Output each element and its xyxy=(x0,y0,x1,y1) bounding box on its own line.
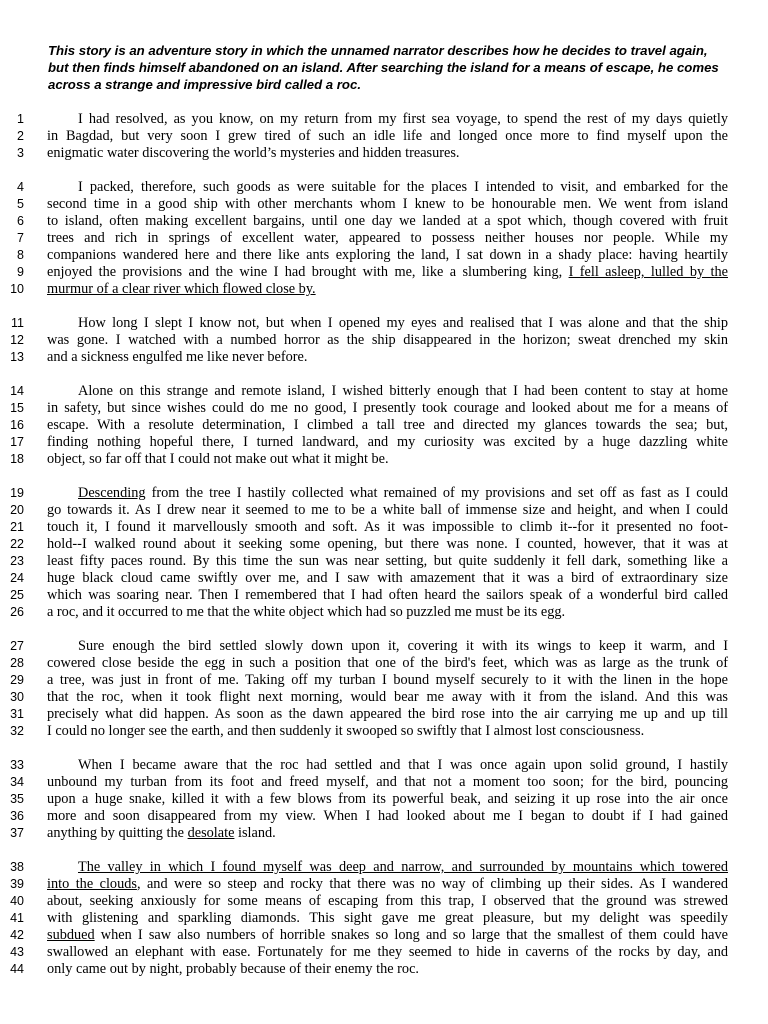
line-text xyxy=(78,638,728,655)
text-segment: cowered close beside the egg in such a position that one of the bird's feet, which was as large as the trunk of xyxy=(47,655,728,671)
line-text xyxy=(78,859,728,876)
text-segment: in safety, but since wishes could do me no good, I presently took courage and looked about me for a means of xyxy=(47,400,728,416)
line-number: 35 xyxy=(10,792,24,806)
line-text xyxy=(78,485,728,502)
line-number: 41 xyxy=(10,911,24,925)
line-text xyxy=(78,111,728,128)
text-segment: about, seeking anxiously for some means of escaping from this trap, I observed that the ground was strewed xyxy=(47,893,728,909)
text-segment: was gone. I watched with a numbed horror as the ship disappeared in the horizon; sweat drenched my skin xyxy=(47,332,728,348)
line-number: 19 xyxy=(10,486,24,500)
text-segment: that the roc, when it took flight next morning, would bear me away with it from the island. And this was xyxy=(47,689,728,705)
story-line xyxy=(0,808,728,825)
line-text xyxy=(47,587,728,604)
text-segment: with glistening and sparkling diamonds. This sight gave me great pleasure, but my delight was speedily xyxy=(47,910,728,926)
underlined-text: subdued xyxy=(47,927,95,943)
underlined-text: The valley in which I found myself was deep and narrow, and surrounded by mountains which towered xyxy=(78,859,728,875)
line-text xyxy=(47,655,728,672)
line-text xyxy=(47,417,728,434)
text-segment: escape. With a resolute determination, I climbed a tall tree and directed my glances towards the sea; but, xyxy=(47,417,728,433)
line-number: 13 xyxy=(10,350,24,364)
line-text xyxy=(47,332,728,349)
line-text xyxy=(78,315,728,332)
line-text xyxy=(47,519,728,536)
line-number: 32 xyxy=(10,724,24,738)
line-text xyxy=(47,536,728,553)
line-text xyxy=(47,774,728,791)
text-segment: which was soaring near. Then I remembered that I had often heard the sailors speak of a wonderful bird called xyxy=(47,587,728,603)
text-segment: least fifty paces round. By this time the sun was near setting, but quite suddenly it fell dark, something like a xyxy=(47,553,728,569)
line-text xyxy=(47,876,728,893)
line-text xyxy=(47,247,728,264)
line-text xyxy=(47,706,728,723)
story-line xyxy=(0,553,728,570)
story-line xyxy=(0,655,728,672)
text-segment: I packed, therefore, such goods as were suitable for the places I intended to visit, and embarked for the xyxy=(78,179,728,195)
text-segment: enjoyed the provisions and the wine I had brought with me, like a slumbering king, xyxy=(47,264,569,280)
story-line xyxy=(0,638,728,655)
line-text xyxy=(78,383,728,400)
story-line xyxy=(0,179,728,196)
story-line xyxy=(0,213,728,230)
text-segment: precisely what did happen. As soon as the dawn appeared the bird rose into the air carrying me up and up till xyxy=(47,706,728,722)
story-line xyxy=(0,825,728,842)
intro-paragraph: This story is an adventure story in which the unnamed narrator describes how he decides to travel again, but then finds himself abandoned on an island. After searching the island for a means of escape, he comes across a strange and impressive bird called a roc. xyxy=(48,43,719,92)
text-segment: in Bagdad, but very soon I grew tired of such an idle life and longed once more to find myself upon the xyxy=(47,128,728,144)
line-number: 2 xyxy=(17,129,24,143)
line-number: 43 xyxy=(10,945,24,959)
text-segment: companions wandered here and there like ants exploring the land, I sat down in a shady place: having heartily xyxy=(47,247,728,263)
line-number: 23 xyxy=(10,554,24,568)
line-number: 3 xyxy=(17,146,24,160)
story-line xyxy=(0,961,728,978)
line-number: 28 xyxy=(10,656,24,670)
story-line xyxy=(0,434,728,451)
story-line xyxy=(0,485,728,502)
story-line xyxy=(0,791,728,808)
text-segment: swallowed an elephant with ease. Fortunately for me they seemed to hide in caverns of the rocks by day, and xyxy=(47,944,728,960)
story-line xyxy=(0,774,728,791)
text-segment: hold--I walked round about it seeking some opening, but there was none. I counted, however, that it was at xyxy=(47,536,728,552)
line-number: 29 xyxy=(10,673,24,687)
line-number: 20 xyxy=(10,503,24,517)
text-segment: when I saw also numbers of horrible snakes so long and so large that the smallest of them could have xyxy=(94,927,728,943)
story-line xyxy=(0,876,728,893)
line-text xyxy=(47,128,728,145)
story-line xyxy=(0,281,728,298)
text-segment: Sure enough the bird settled slowly down upon it, covering it with its wings to keep it warm, and I xyxy=(78,638,728,654)
text-segment: more and soon disappeared from my view. When I had looked about me I began to doubt if I had gained xyxy=(47,808,728,824)
line-number: 11 xyxy=(11,316,24,330)
underlined-text: desolate xyxy=(187,825,235,841)
line-number: 26 xyxy=(10,605,24,619)
line-number: 24 xyxy=(10,571,24,585)
line-number: 34 xyxy=(10,775,24,789)
line-text xyxy=(78,179,728,196)
text-segment: a roc, and it occurred to me that the white object which had so puzzled me must be its egg. xyxy=(47,604,566,620)
line-text xyxy=(47,213,728,230)
line-text xyxy=(47,927,728,944)
story-line xyxy=(0,519,728,536)
text-segment: trees and rich in springs of excellent water, appeared to possess neither houses nor people. While my xyxy=(47,230,728,246)
line-number: 10 xyxy=(10,282,24,296)
text-segment: Alone on this strange and remote island, I wished bitterly enough that I had been content to stay at home xyxy=(78,383,728,399)
line-text xyxy=(78,757,728,774)
text-segment: second time in a good ship with other merchants whom I knew to be honourable men. We went from island xyxy=(47,196,728,212)
line-number: 38 xyxy=(10,860,24,874)
line-number: 4 xyxy=(17,180,24,194)
line-number: 39 xyxy=(10,877,24,891)
text-segment: go towards it. As I drew near it seemed to me to be a white ball of immense size and height, and when I could xyxy=(47,502,728,518)
line-text xyxy=(47,910,728,927)
story-line xyxy=(0,145,728,162)
story-line xyxy=(0,706,728,723)
text-segment: , and were so steep and rocky that there was no way of climbing up their sides. As I wandered xyxy=(136,876,728,892)
text-segment: When I became aware that the roc had settled and that I was once again upon solid ground, I hastily xyxy=(78,757,728,773)
text-segment: and a sickness engulfed me like never before. xyxy=(47,349,308,365)
line-text xyxy=(47,570,728,587)
line-text xyxy=(47,400,728,417)
line-text xyxy=(47,502,728,519)
line-text xyxy=(47,451,728,468)
line-number: 33 xyxy=(10,758,24,772)
line-text xyxy=(47,791,728,808)
story-line xyxy=(0,570,728,587)
story-line xyxy=(0,536,728,553)
underlined-text: Descending xyxy=(78,485,146,501)
line-text xyxy=(47,230,728,247)
line-number: 22 xyxy=(10,537,24,551)
text-segment: object, so far off that I could not make out what it might be. xyxy=(47,451,389,467)
text-segment: enigmatic water discovering the world’s mysteries and hidden treasures. xyxy=(47,145,460,161)
line-number: 30 xyxy=(10,690,24,704)
line-number: 5 xyxy=(17,197,24,211)
story-line xyxy=(0,893,728,910)
line-number: 18 xyxy=(10,452,24,466)
line-text xyxy=(47,825,728,842)
line-number: 7 xyxy=(17,231,24,245)
story-line xyxy=(0,196,728,213)
line-number: 12 xyxy=(10,333,24,347)
story-line xyxy=(0,604,728,621)
story-line xyxy=(0,247,728,264)
underlined-text: into the clouds xyxy=(47,876,137,892)
text-segment: only came out by night, probably because of their enemy the roc. xyxy=(47,961,419,977)
story-line xyxy=(0,944,728,961)
story-line xyxy=(0,349,728,366)
line-text xyxy=(47,145,728,162)
story-line xyxy=(0,910,728,927)
line-number: 15 xyxy=(10,401,24,415)
story-line xyxy=(0,264,728,281)
line-number: 8 xyxy=(17,248,24,262)
line-number: 27 xyxy=(10,639,24,653)
story-line xyxy=(0,383,728,400)
text-segment: finding nothing hopeful there, I turned landward, and my curiosity was excited by a huge dazzling white xyxy=(47,434,728,450)
text-segment: I could no longer see the earth, and then suddenly it swooped so swiftly that I almost lost consciousness. xyxy=(47,723,645,739)
text-segment: touch it, I found it marvellously smooth and soft. As it was impossible to climb it--for it presented no foot- xyxy=(47,519,728,535)
line-number: 42 xyxy=(10,928,24,942)
story-line xyxy=(0,111,728,128)
story-line xyxy=(0,689,728,706)
story-line xyxy=(0,672,728,689)
line-text xyxy=(47,264,728,281)
text-segment: island. xyxy=(234,825,276,841)
line-text xyxy=(47,723,728,740)
line-text xyxy=(47,604,728,621)
text-segment: from the tree I hastily collected what remained of my provisions and set off as fast as I could xyxy=(145,485,728,501)
story-line xyxy=(0,400,728,417)
story-line xyxy=(0,451,728,468)
line-number: 44 xyxy=(10,962,24,976)
line-number: 9 xyxy=(17,265,24,279)
text-segment: huge black cloud came swiftly over me, and I saw with amazement that it was a bird of extraordinary size xyxy=(47,570,728,586)
text-segment: unbound my turban from its foot and freed myself, and that not a moment too soon; for the bird, pouncing xyxy=(47,774,728,790)
line-text xyxy=(47,349,728,366)
story-line xyxy=(0,332,728,349)
line-number: 37 xyxy=(10,826,24,840)
story-line xyxy=(0,315,728,332)
line-number: 31 xyxy=(10,707,24,721)
text-segment: How long I slept I know not, but when I opened my eyes and realised that I was alone and that the ship xyxy=(78,315,728,331)
story-line xyxy=(0,859,728,876)
story-line xyxy=(0,927,728,944)
line-number: 14 xyxy=(10,384,24,398)
line-text xyxy=(47,808,728,825)
line-text xyxy=(47,961,728,978)
line-number: 6 xyxy=(17,214,24,228)
line-number: 36 xyxy=(10,809,24,823)
text-segment: anything by quitting the xyxy=(47,825,188,841)
line-text xyxy=(47,672,728,689)
story-line xyxy=(0,230,728,247)
text-segment: a tree, was just in front of me. Taking off my turban I bound myself securely to it with the linen in the hope xyxy=(47,672,728,688)
line-text xyxy=(47,689,728,706)
line-number: 17 xyxy=(10,435,24,449)
text-segment: I had resolved, as you know, on my return from my first sea voyage, to spend the rest of my days quietly xyxy=(78,111,728,127)
line-text xyxy=(47,553,728,570)
line-number: 16 xyxy=(10,418,24,432)
text-segment: to island, often making excellent bargains, until one day we landed at a spot which, though covered with fruit xyxy=(47,213,728,229)
line-text xyxy=(47,434,728,451)
story-line xyxy=(0,128,728,145)
story-line xyxy=(0,757,728,774)
line-text xyxy=(47,944,728,961)
story-line xyxy=(0,587,728,604)
underlined-text: murmur of a clear river which flowed close by. xyxy=(47,281,316,297)
story-line xyxy=(0,502,728,519)
line-text xyxy=(47,196,728,213)
line-text xyxy=(47,893,728,910)
line-number: 21 xyxy=(10,520,24,534)
underlined-text: I fell asleep, lulled by the xyxy=(568,264,728,280)
line-number: 25 xyxy=(10,588,24,602)
line-number: 40 xyxy=(10,894,24,908)
story-line xyxy=(0,723,728,740)
line-number: 1 xyxy=(17,112,24,126)
text-segment: upon a huge snake, killed it with a few blows from its powerful beak, and seizing it up rose into the air once xyxy=(47,791,728,807)
story-line xyxy=(0,417,728,434)
line-text xyxy=(47,281,728,298)
